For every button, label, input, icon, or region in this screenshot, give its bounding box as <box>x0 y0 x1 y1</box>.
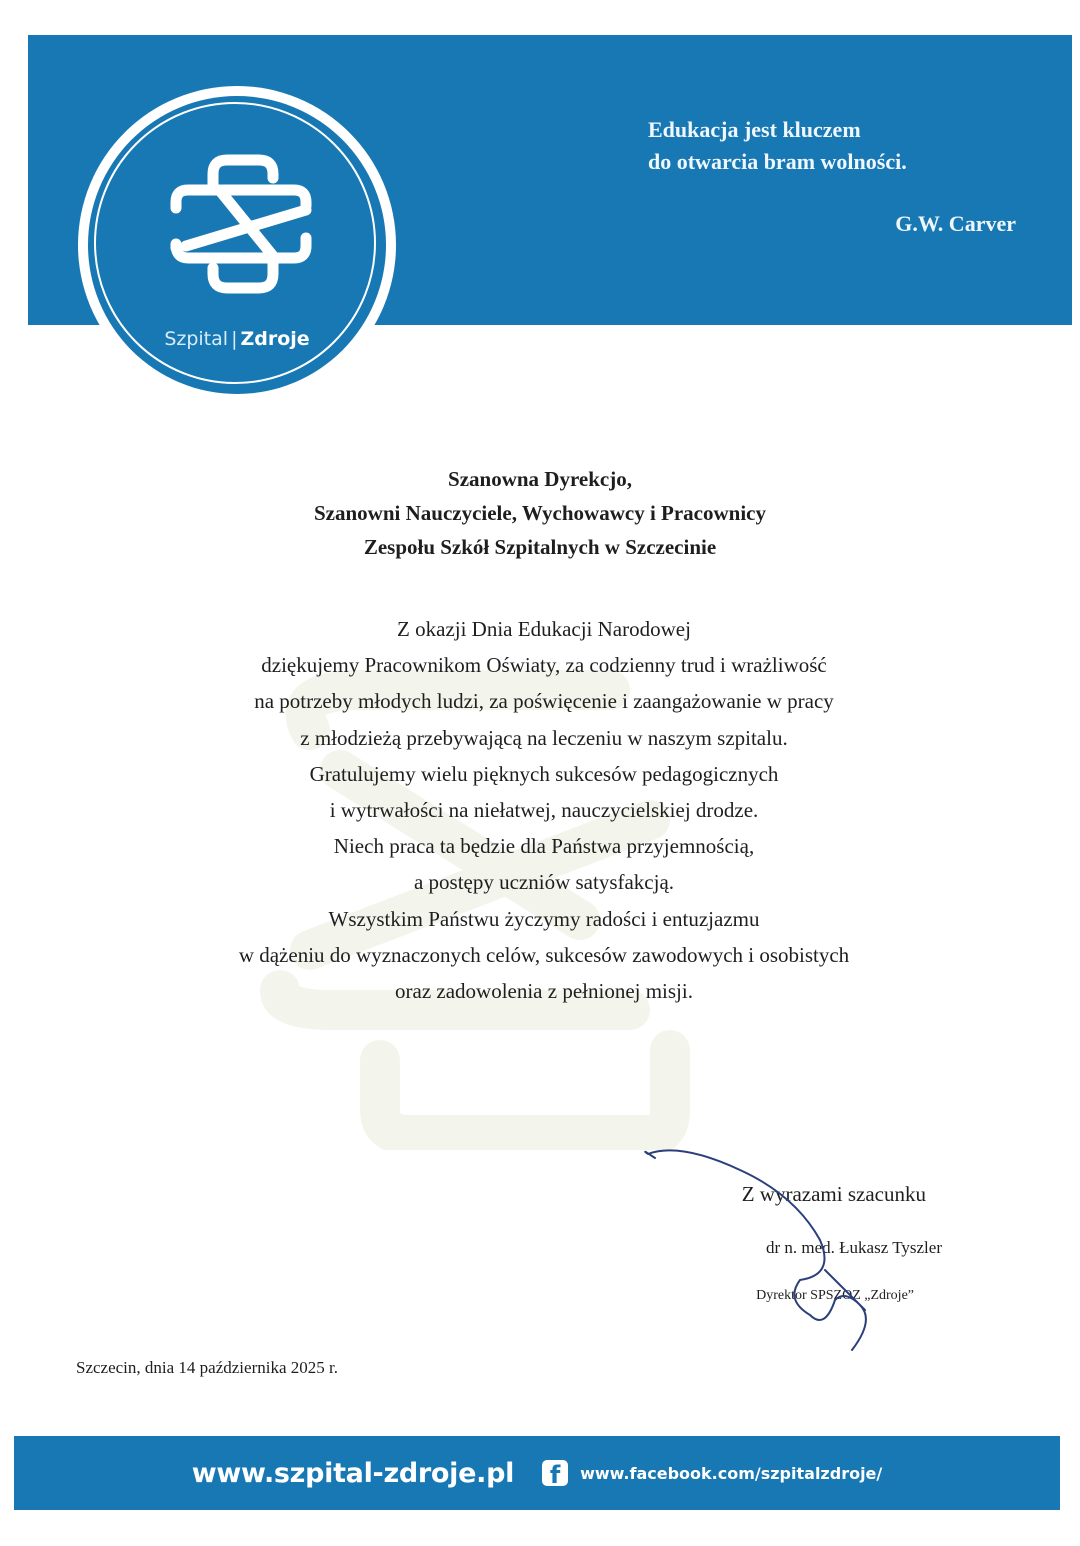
quote-author: G.W. Carver <box>895 211 1016 236</box>
motto-quote <box>648 114 907 178</box>
facebook-icon: f <box>542 1460 568 1486</box>
logo-mark-icon <box>166 148 318 300</box>
website-link[interactable]: www.szpital-zdroje.pl <box>191 1457 515 1489</box>
quote-line: Edukacja jest kluczem <box>648 117 861 142</box>
date-line: Szczecin, dnia 14 października 2025 r. <box>76 1358 338 1377</box>
logo-wordmark: Szpital | Zdroje <box>164 328 310 350</box>
body-line: oraz zadowolenia z pełnionej misji. <box>395 979 693 1004</box>
salutation-line: Szanowni Nauczyciele, Wychowawcy i Pracownicy <box>313 501 767 525</box>
body-line: w dążeniu do wyznaczonych celów, sukcesów zawodowych i osobistych <box>238 942 850 967</box>
logo-text-light: Szpital <box>164 328 229 350</box>
footer-band <box>14 1436 1060 1510</box>
salutation <box>0 462 1080 564</box>
facebook-link[interactable]: www.facebook.com/szpitalzdroje/ <box>580 1463 883 1483</box>
body-line: Niech praca ta będzie dla Państwa przyjemnością, <box>333 834 755 859</box>
hospital-logo <box>78 86 396 404</box>
body-line: i wytrwałości na niełatwej, nauczycielskiej drodze. <box>329 798 759 823</box>
body-line: Wszystkim Państwu życzymy radości i entuzjazmu <box>328 906 760 931</box>
handwritten-signature-icon <box>620 1140 960 1360</box>
logo-text-bold: Zdroje <box>240 328 310 350</box>
salutation-line: Szanowna Dyrekcjo, <box>448 467 632 491</box>
body-line: Z okazji Dnia Edukacji Narodowej <box>397 617 691 641</box>
body-line: Gratulujemy wielu pięknych sukcesów pedagogicznych <box>309 761 779 786</box>
signer-name: dr n. med. Łukasz Tyszler <box>765 1238 942 1257</box>
logo-disc <box>88 96 386 394</box>
body-line: na potrzeby młodych ludzi, za poświęcenie i zaangażowanie w pracy <box>254 689 834 714</box>
facebook-contact <box>542 1460 882 1486</box>
body-line: a postępy uczniów satysfakcją. <box>413 870 675 895</box>
quote-line: do otwarcia bram wolności. <box>648 149 907 174</box>
body-line: dziękujemy Pracownikom Oświaty, za codzienny trud i wrażliwość <box>261 653 827 678</box>
letter-body <box>0 611 1080 1009</box>
body-line: z młodzieżą przebywającą na leczeniu w naszym szpitalu. <box>300 725 788 750</box>
salutation-line: Zespołu Szkół Szpitalnych w Szczecinie <box>363 535 717 559</box>
signer-title: Dyrektor SPSZOZ „Zdroje” <box>756 1288 914 1303</box>
closing-phrase: Z wyrazami szacunku <box>741 1182 926 1206</box>
